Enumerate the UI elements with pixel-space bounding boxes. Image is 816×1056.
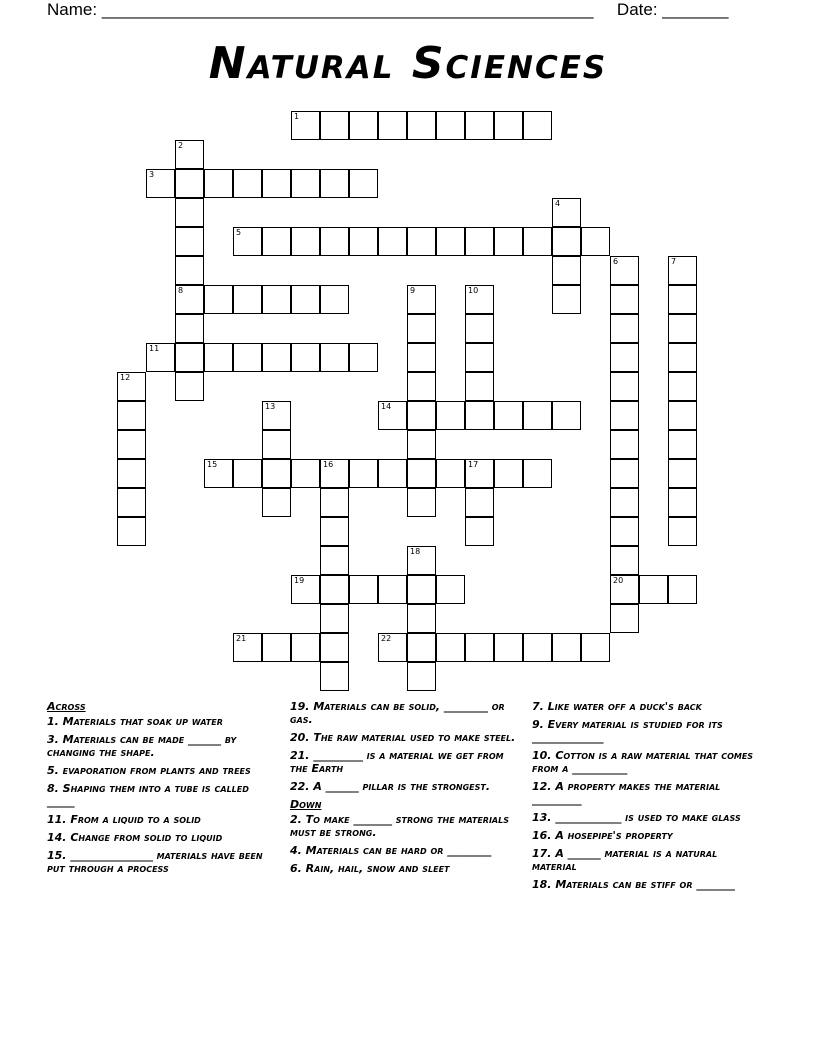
grid-cell[interactable] [175, 227, 204, 256]
grid-cell[interactable] [262, 430, 291, 459]
grid-cell[interactable] [117, 430, 146, 459]
grid-cell[interactable] [407, 285, 436, 314]
grid-cell[interactable] [291, 459, 320, 488]
grid-cell[interactable] [610, 401, 639, 430]
grid-cell[interactable] [262, 633, 291, 662]
clue: 6. Rain, hail, snow and sleet [290, 862, 450, 875]
grid-cell[interactable] [668, 372, 697, 401]
grid-cell[interactable] [552, 227, 581, 256]
clue: 10. Cotton is a raw material that comes from a __________ [532, 749, 754, 775]
clue: 17. A ______ material is a natural material [532, 847, 718, 873]
grid-cell[interactable] [262, 488, 291, 517]
grid-cell[interactable] [668, 575, 697, 604]
grid-cell[interactable] [610, 430, 639, 459]
grid-cell[interactable] [291, 343, 320, 372]
grid-cell[interactable] [175, 140, 204, 169]
grid-cell[interactable] [407, 459, 436, 488]
grid-cell[interactable] [610, 285, 639, 314]
grid-cell[interactable] [610, 256, 639, 285]
grid-cell[interactable] [320, 459, 349, 488]
clue: 21. _________ is a material we get from the Earth [290, 749, 504, 775]
grid-cell[interactable] [465, 227, 494, 256]
grid-cell[interactable] [378, 227, 407, 256]
clue: 4. Materials can be hard or ________ [290, 844, 492, 857]
down-clues-continued [532, 700, 760, 891]
grid-cell[interactable] [610, 546, 639, 575]
grid-cell[interactable] [175, 314, 204, 343]
grid-cell[interactable] [465, 111, 494, 140]
down-heading: Down [290, 798, 322, 811]
grid-cell[interactable] [291, 169, 320, 198]
grid-cell[interactable] [320, 169, 349, 198]
grid-cell[interactable] [320, 343, 349, 372]
grid-cell[interactable] [581, 633, 610, 662]
grid-cell[interactable] [668, 314, 697, 343]
grid-cell[interactable] [465, 488, 494, 517]
clues-column-3 [532, 700, 760, 896]
grid-cell[interactable] [465, 285, 494, 314]
grid-cell[interactable] [552, 285, 581, 314]
clue: 11. From a liquid to a solid [47, 813, 201, 826]
clue-number: 14 [381, 402, 392, 411]
grid-cell[interactable] [320, 517, 349, 546]
grid-cell[interactable] [407, 227, 436, 256]
grid-cell[interactable] [320, 488, 349, 517]
grid-cell[interactable] [262, 459, 291, 488]
grid-cell[interactable] [494, 633, 523, 662]
grid-cell[interactable] [117, 488, 146, 517]
grid-cell[interactable] [436, 401, 465, 430]
grid-cell[interactable] [378, 575, 407, 604]
grid-cell[interactable] [668, 517, 697, 546]
clue-number: 13 [265, 402, 276, 411]
grid-cell[interactable] [291, 633, 320, 662]
grid-cell[interactable] [523, 401, 552, 430]
grid-cell[interactable] [523, 227, 552, 256]
grid-cell[interactable] [262, 343, 291, 372]
across-clues [47, 715, 275, 875]
grid-cell[interactable] [610, 604, 639, 633]
grid-cell[interactable] [320, 285, 349, 314]
grid-cell[interactable] [378, 633, 407, 662]
grid-cell[interactable] [175, 198, 204, 227]
clue: 19. Materials can be solid, ________ or gas. [290, 700, 505, 726]
grid-cell[interactable] [668, 459, 697, 488]
clue-number: 7 [671, 257, 677, 266]
grid-cell[interactable] [552, 198, 581, 227]
clue: 8. Shaping them into a tube is called _____ [47, 782, 249, 808]
grid-cell[interactable] [262, 227, 291, 256]
grid-cell[interactable] [378, 459, 407, 488]
name-field[interactable]: ____________________________________________________ [101, 0, 594, 19]
grid-cell[interactable] [349, 227, 378, 256]
grid-cell[interactable] [117, 401, 146, 430]
grid-cell[interactable] [581, 227, 610, 256]
grid-cell[interactable] [407, 633, 436, 662]
grid-cell[interactable] [465, 459, 494, 488]
grid-cell[interactable] [552, 633, 581, 662]
clue-number: 21 [236, 634, 247, 643]
clue-number: 3 [149, 170, 155, 179]
grid-cell[interactable] [233, 633, 262, 662]
clues-column-2 [290, 700, 518, 880]
grid-cell[interactable] [465, 633, 494, 662]
grid-cell[interactable] [668, 488, 697, 517]
clue-number: 6 [613, 257, 619, 266]
grid-cell[interactable] [494, 227, 523, 256]
clue-number: 8 [178, 286, 184, 295]
grid-cell[interactable] [262, 169, 291, 198]
grid-cell[interactable] [610, 488, 639, 517]
grid-cell[interactable] [668, 256, 697, 285]
grid-cell[interactable] [291, 285, 320, 314]
clue: 2. To make _______ strong the materials must be strong. [290, 813, 509, 839]
grid-cell[interactable] [494, 401, 523, 430]
clue-number: 2 [178, 141, 184, 150]
grid-cell[interactable] [175, 285, 204, 314]
grid-cell[interactable] [436, 111, 465, 140]
grid-cell[interactable] [407, 575, 436, 604]
grid-cell[interactable] [175, 343, 204, 372]
clue-number: 19 [294, 576, 305, 585]
grid-cell[interactable] [262, 401, 291, 430]
clue-number: 10 [468, 286, 479, 295]
grid-cell[interactable] [117, 517, 146, 546]
across-clues-continued [290, 700, 518, 793]
grid-cell[interactable] [146, 169, 175, 198]
grid-cell[interactable] [320, 546, 349, 575]
grid-cell[interactable] [465, 343, 494, 372]
grid-cell[interactable] [523, 111, 552, 140]
grid-cell[interactable] [320, 227, 349, 256]
grid-cell[interactable] [204, 343, 233, 372]
grid-cell[interactable] [494, 459, 523, 488]
grid-cell[interactable] [407, 604, 436, 633]
clue-number: 1 [294, 112, 300, 121]
grid-cell[interactable] [291, 111, 320, 140]
grid-cell[interactable] [407, 343, 436, 372]
grid-cell[interactable] [320, 111, 349, 140]
grid-cell[interactable] [378, 111, 407, 140]
grid-cell[interactable] [349, 343, 378, 372]
clue: 3. Materials can be made ______ by changing the shape. [47, 733, 237, 759]
grid-cell[interactable] [610, 575, 639, 604]
grid-cell[interactable] [668, 343, 697, 372]
clue-number: 17 [468, 460, 479, 469]
grid-cell[interactable] [465, 372, 494, 401]
grid-cell[interactable] [639, 575, 668, 604]
across-heading: Across [47, 700, 86, 713]
clue-number: 15 [207, 460, 218, 469]
grid-cell[interactable] [349, 459, 378, 488]
clue: 20. The raw material used to make steel. [290, 731, 516, 744]
grid-cell[interactable] [610, 459, 639, 488]
date-label: Date: [616, 0, 658, 19]
grid-cell[interactable] [146, 343, 175, 372]
clue: 22. A ______ pillar is the strongest. [290, 780, 491, 793]
clue-number: 20 [613, 576, 624, 585]
clue: 14. Change from solid to liquid [47, 831, 223, 844]
grid-cell[interactable] [204, 459, 233, 488]
date-field[interactable]: _______ [662, 0, 729, 19]
grid-cell[interactable] [233, 459, 262, 488]
grid-cell[interactable] [320, 662, 349, 691]
name-label: Name: [47, 0, 98, 19]
down-clues [290, 813, 518, 875]
grid-cell[interactable] [175, 169, 204, 198]
grid-cell[interactable] [407, 111, 436, 140]
grid-cell[interactable] [233, 227, 262, 256]
grid-cell[interactable] [465, 314, 494, 343]
clue: 13. ____________ is used to make glass [532, 811, 741, 824]
grid-cell[interactable] [291, 575, 320, 604]
clue: 9. Every material is studied for its _____________ [532, 718, 723, 744]
grid-cell[interactable] [552, 401, 581, 430]
clue-number: 11 [149, 344, 160, 353]
grid-cell[interactable] [668, 285, 697, 314]
clue-number: 22 [381, 634, 392, 643]
grid-cell[interactable] [320, 575, 349, 604]
grid-cell[interactable] [117, 372, 146, 401]
grid-cell[interactable] [407, 430, 436, 459]
clue: 12. A property makes the material _________ [532, 780, 721, 806]
grid-cell[interactable] [552, 256, 581, 285]
clue-number: 18 [410, 547, 421, 556]
grid-cell[interactable] [610, 343, 639, 372]
grid-cell[interactable] [610, 517, 639, 546]
grid-cell[interactable] [436, 575, 465, 604]
grid-cell[interactable] [262, 285, 291, 314]
grid-cell[interactable] [291, 227, 320, 256]
clue: 15. _______________ materials have been put through a process [47, 849, 263, 875]
grid-cell[interactable] [407, 314, 436, 343]
clue-number: 5 [236, 228, 242, 237]
clue: 5. evaporation from plants and trees [47, 764, 251, 777]
clue-number: 16 [323, 460, 334, 469]
clues-column-1 [47, 700, 275, 880]
grid-cell[interactable] [204, 169, 233, 198]
grid-cell[interactable] [436, 633, 465, 662]
grid-cell[interactable] [233, 343, 262, 372]
grid-cell[interactable] [117, 459, 146, 488]
grid-cell[interactable] [320, 633, 349, 662]
grid-cell[interactable] [349, 575, 378, 604]
clue-number: 12 [120, 373, 131, 382]
grid-cell[interactable] [320, 604, 349, 633]
grid-cell[interactable] [175, 372, 204, 401]
grid-cell[interactable] [175, 256, 204, 285]
page-title: Natural Sciences [208, 38, 608, 89]
clue-number: 4 [555, 199, 561, 208]
clue: 7. Like water off a duck's back [532, 700, 702, 713]
grid-cell[interactable] [233, 169, 262, 198]
grid-cell[interactable] [668, 401, 697, 430]
grid-cell[interactable] [233, 285, 262, 314]
grid-cell[interactable] [523, 459, 552, 488]
grid-cell[interactable] [436, 459, 465, 488]
grid-cell[interactable] [407, 372, 436, 401]
grid-cell[interactable] [465, 401, 494, 430]
grid-cell[interactable] [465, 517, 494, 546]
clue: 18. Materials can be stiff or _______ [532, 878, 735, 891]
grid-cell[interactable] [436, 227, 465, 256]
grid-cell[interactable] [523, 633, 552, 662]
grid-cell[interactable] [610, 372, 639, 401]
grid-cell[interactable] [349, 111, 378, 140]
grid-cell[interactable] [407, 488, 436, 517]
grid-cell[interactable] [204, 285, 233, 314]
grid-cell[interactable] [494, 111, 523, 140]
grid-cell[interactable] [407, 662, 436, 691]
clue: 1. Materials that soak up water [47, 715, 223, 728]
grid-cell[interactable] [349, 169, 378, 198]
clue-number: 9 [410, 286, 416, 295]
grid-cell[interactable] [610, 314, 639, 343]
clue: 16. A hosepipe's property [532, 829, 673, 842]
grid-cell[interactable] [407, 401, 436, 430]
grid-cell[interactable] [668, 430, 697, 459]
grid-cell[interactable] [378, 401, 407, 430]
grid-cell[interactable] [407, 546, 436, 575]
